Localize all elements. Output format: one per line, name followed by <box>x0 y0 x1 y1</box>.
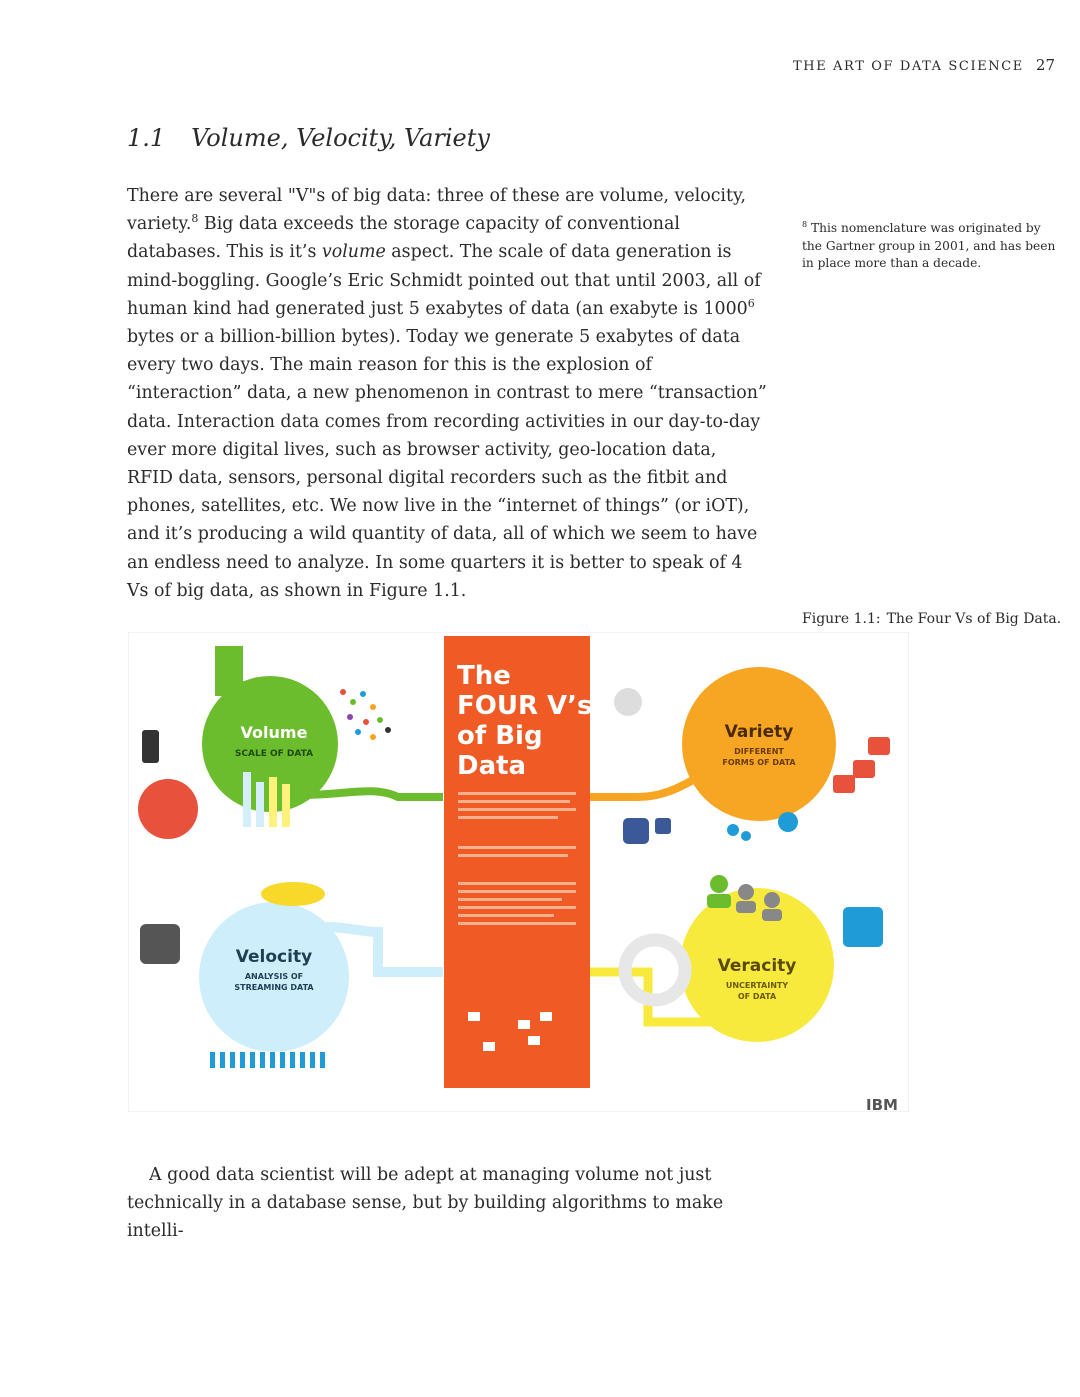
paragraph-1 <box>127 182 767 605</box>
volume-subtitle: SCALE OF DATA <box>234 749 314 759</box>
sidenote <box>802 216 1060 273</box>
footnote-ref: 8 <box>191 212 199 226</box>
facebook-icon <box>623 818 649 844</box>
running-title: THE ART OF DATA SCIENCE <box>793 59 1024 74</box>
page-number: 27 <box>1035 56 1055 74</box>
section-title: Volume, Velocity, Variety <box>191 124 490 152</box>
velocity-title: Velocity <box>235 947 313 967</box>
exponent: 6 <box>747 297 755 311</box>
variety-subtitle-2: FORMS OF DATA <box>722 758 796 767</box>
veracity-subtitle-1: UNCERTAINTY <box>725 981 789 990</box>
paragraph-1-text-d: bytes or a billion-billion bytes). Today we generate 5 exabytes of data every two days. The main reason for this is the explosion of “interaction” data, a new phenomenon in contrast to mere “transaction” data. Interaction data comes from recording activities in our day-to-day ever more digital lives, such as browser activity, geo-location data, RFID data, sensors, personal digital recorders such as the fitbit and phones, satellites, etc. We now live in the “internet of things” (or iOT), and it’s producing a wild quantity of data, all of which we seem to have an endless need to analyze. In some quarters it is better to speak of 4 Vs of big data, as shown in Figure 1.1. <box>127 327 767 601</box>
running-header <box>793 56 1055 74</box>
veracity-title: Veracity <box>717 956 797 976</box>
title-line-2: FOUR V’s <box>457 691 593 721</box>
four-vs-infographic <box>128 632 909 1112</box>
velocity-subtitle-1: ANALYSIS OF <box>244 972 304 981</box>
variety-circle <box>682 667 836 821</box>
car-icon <box>261 882 325 906</box>
emphasis-volume: volume <box>321 242 386 263</box>
figure-caption-text: The Four Vs of Big Data. <box>886 611 1062 627</box>
globe-icon <box>138 779 198 839</box>
ibm-logo: IBM <box>866 1096 898 1112</box>
volume-bar-2 <box>256 782 264 827</box>
paragraph-2-text: A good data scientist will be adept at managing volume not just technically in a database sense, but by building algorithms to make intelli- <box>127 1165 724 1242</box>
phone-icon <box>142 730 159 763</box>
velocity-subtitle-2: STREAMING DATA <box>234 983 314 992</box>
figure-caption <box>802 611 1061 627</box>
title-line-3: of Big <box>457 721 543 751</box>
volume-title: Volume <box>240 723 308 742</box>
variety-title: Variety <box>724 722 794 742</box>
variety-subtitle-1: DIFFERENT <box>734 747 784 756</box>
section-number: 1.1 <box>127 124 166 152</box>
sidenote-text: This nomenclature was originated by the Gartner group in 2001, and has been in place more than a decade. <box>802 221 1056 271</box>
cloud-icon <box>614 688 642 716</box>
title-line-1: The <box>457 661 511 691</box>
paragraph-1-text-b: Big data exceeds the storage capacity of conventional databases. This is it’s <box>127 214 680 263</box>
title-line-4: Data <box>457 751 527 781</box>
section-heading <box>127 124 490 152</box>
robot-icon <box>140 924 180 964</box>
paragraph-1-text-c: aspect. The scale of data generation is mind-boggling. Google’s Eric Schmidt pointed out that until 2003, all of human kind had generated just 5 exabytes of data (an exabyte is 1000 <box>127 242 761 319</box>
sidenote-marker: 8 <box>802 220 808 229</box>
veracity-subtitle-2: OF DATA <box>737 992 777 1001</box>
paragraph-2 <box>127 1161 767 1246</box>
paragraph-1-text-a: There are several "V"s of big data: three of these are volume, velocity, variety. <box>127 186 747 235</box>
volume-bar-4 <box>282 784 290 827</box>
volume-bar-1 <box>243 772 251 827</box>
figure-label: Figure 1.1: <box>802 611 881 627</box>
facebook-icon-small <box>655 818 671 834</box>
volume-bar-3 <box>269 777 277 827</box>
floppy-disk-icon <box>843 907 883 947</box>
